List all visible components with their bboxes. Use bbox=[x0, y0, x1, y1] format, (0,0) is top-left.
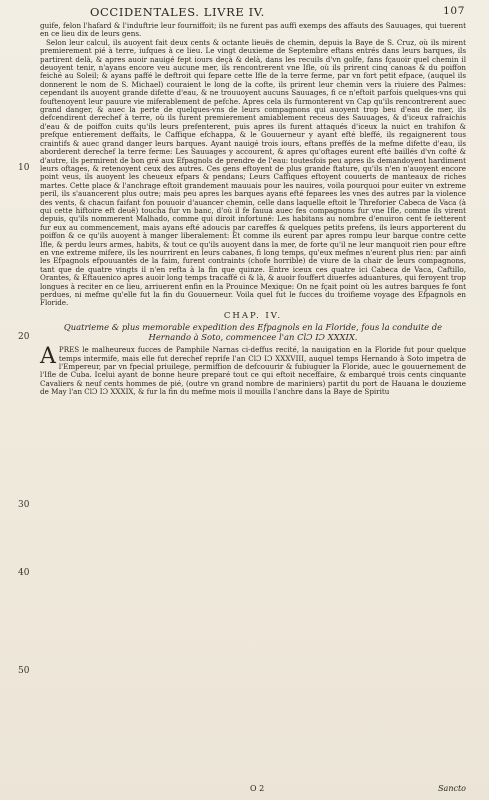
page-body bbox=[40, 22, 466, 397]
line-number: 30 bbox=[18, 500, 30, 510]
line-number: 40 bbox=[18, 568, 30, 578]
running-title: OCCIDENTALES. LIVRE IV. bbox=[90, 5, 265, 19]
page-header bbox=[40, 5, 465, 21]
chapter-heading: CHAP. IV. bbox=[223, 310, 283, 321]
page-footer bbox=[40, 784, 466, 796]
chapter-paragraph-text: PRES le malheureux fucces de Pamphile Narnas ci-deffus recité, la nauigation en la Floride fut pour quelque temps intermife, mais elle fut derechef reprife l'an ClƆ IƆ XXXVIII, auquel temps Hernando à Soto impetra de l'Empereur, par vn fpecial priuilege, permiffion de defcouurir & fubiuguer la Floride, auec le gouuernement de l'Ifle de Cuba. Icelui ayant de bonne heure preparé tout ce qui eftoit neceffaire, & embarqué trois cents cinquante Cavaliers & neuf cents hommes de pié, (outre vn grand nombre de mariniers) partit du port de Hauana le douzieme de May l'an ClƆ IƆ XXXIX, & fur la fin du mefme mois il mouilla l'anchre dans la Baye de Spiritu bbox=[40, 345, 466, 397]
page-number: 107 bbox=[443, 5, 465, 17]
chapter-paragraph bbox=[40, 346, 466, 396]
line-number: 10 bbox=[18, 163, 30, 173]
line-number: 20 bbox=[18, 332, 30, 342]
signature-mark: O 2 bbox=[250, 784, 265, 793]
paragraph: Selon leur calcul, ils auoyent fait deux cents & octante lieuës de chemin, depuis la Baye de S. Cruz, où ils mirent premierement pié à terre, iufques à ce lieu. Le vingt deuxieme de Septembre eftans entrés dans leurs barques, ils partirent delà, & apres auoir nauigé fept iours deçà & delà, dans les recuils d'vn golfe, fans fçauoir quel chemin il deuoyent tenir, n'ayans encore veu aucune mer, ils rencontrerent vne Ifle, où ils prirent cinq canoas & du poiffon feiché au Soleil; & ayans paffé le deftroit qui fepare cette Ifle de la terre ferme, par vn fort petit efpace, (auquel ils donnerent le nom de S. Michael) couraient le long de la cofte, ils prirent leur chemin vers la riuiere des Palmes: cependant ils auoyent grande difette d'eau, & ne trouuoyent aucuns Sauuages, fi ce n'eftoit parfois quelques-vns qui fouftenoyent leur pauure vie miferablement de pefche. Apres cela ils furmonterent vn Cap qu'ils rencontrerent auec grand danger, & auec la perte de quelques-vns de leurs compagnons qui auoyent trop beu d'eau de mer, ils defcendirent derechef à terre, où ils furent premierement amiablement receus des Sauuages, & d'iceux rafraichis d'eau & de poiffon cuits qu'ils leurs prefenterent, puis apres ils furent attaqués d'iceux la nuict en trahifon & prefque entierement deffaits, le Caffique efchappa, & le Gouuerneur y ayant efté bleffé, ils regaignerent tous craintifs & auec grand danger leurs barques. Ayant nauigé trois iours, eftans preffés de la mefme difette d'eau, ils aborderent derechef la terre ferme: Les Sauuages y accourent, & apres qu'oftages eurent efté baillés d'vn cofté & d'autre, ils permirent de bon gré aux Efpagnols de prendre de l'eau: toutesfois peu apres ils demandoyent hardiment leurs oftages, & retenoyent ceux des autres. Ces gens eftoyent de plus grande ftature, qu'ils n'en n'auoyent encore point veus, ils auoyent les cheueux efpars & pendans; Leurs Caffiques eftoyent couuerts de manteaux de riches martes. Cette place & l'anchrage eftoit grandement mauuais pour les nauires, voila pourquoi pour euiter vn extreme peril, ils s'auancerent plus outre; mais peu apres les barques ayans efté feparees les vnes des autres par la violence des vents, & chacun faifant fon pouuoir d'auancer chemin, celle dans laquelle eftoit le Threforier Cabeca de Vaca (à qui cette hiftoire eft deuë) toucha fur vn banc, d'où il fe fauua auec fes compagnons fur vne Ifle, comme ils virent depuis, qu'ils nommerent Malhado, comme qui diroit infortuné: Les habitans au nombre d'enuiron cent fe ietterent fur eux au commencement, mais ayans efté adoucis par careffes & quelques petits prefens, ils leurs apporterent du poiffon & ce qu'ils auoyent à manger liberalement: Et comme ils eurent par apres rompu leur barque contre cette Ifle, & perdu leurs armes, habits, & tout ce qu'ils auoyent dans la mer, de forte qu'il ne leur manquoit rien pour eftre en vne extreme mifere, ils les nourrirent en leurs cabanes, fi long temps, qu'eux mefmes n'eurent plus rien: par ainfi les Efpagnols efpouuantés de la faim, furent contraints (chofe horrible) de viure de la chair de leurs compagnons, tant que de quatre vingts il n'en refta à la fin que quinze. Entre iceux ces quatre ici Cabeca de Vaca, Caftillo, Orantes, & Eftauenico apres auoir long temps tracaffé ci & là, & auoir fouffert diuerfes aduantures, qui feroyent trop longues à reciter en ce lieu, arriuerent enfin en la Prouince Mexique: On ne fçait point où les autres barques fe font perdues, ni mefme qu'elle fut la fin du Gouuerneur. Voila quel fut le fucces du troifieme voyage des Efpagnols en Floride. bbox=[40, 37, 466, 308]
chapter-subtitle: Quatrieme & plus memorable expedition des Efpagnols en la Floride, fous la conduite de Hernando à Soto, commencee l'an ClƆ IƆ XXXIX. bbox=[63, 322, 443, 343]
line-number: 50 bbox=[18, 666, 30, 676]
catchword: Sancto bbox=[438, 784, 466, 793]
drop-capital: A bbox=[40, 344, 56, 370]
paragraph: guife, felon l'hafard & l'induftrie leur fourniffoit; ils ne furent pas auffi exemps des affauts des Sauuages, qui tuerent en ce lieu dix de leurs gens. bbox=[40, 21, 466, 39]
